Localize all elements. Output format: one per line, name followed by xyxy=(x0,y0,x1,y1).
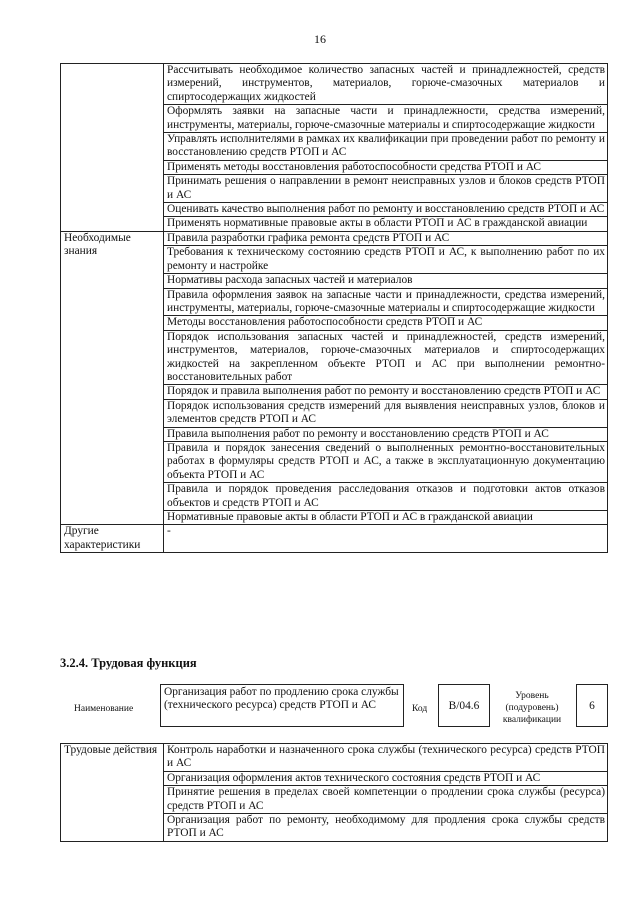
skill-item: Рассчитывать необходимое количество запасных частей и принадлежностей, средств измерений, инструментов, материалов, горюче-смазочных материалов и спиртосодержащих жидкостей xyxy=(164,64,608,105)
action-item: Контроль наработки и назначенного срока службы (технического ресурса) средств РТОП и АС xyxy=(164,744,608,772)
knowledge-item: Правила выполнения работ по ремонту и восстановлению средств РТОП и АС xyxy=(164,427,608,441)
actions-table xyxy=(60,743,608,842)
knowledge-item: Порядок и правила выполнения работ по ремонту и восстановлению средств РТОП и АС xyxy=(164,385,608,399)
actions-label: Трудовые действия xyxy=(61,744,164,842)
table-row xyxy=(61,231,608,245)
action-item: Принятие решения в пределах своей компетенции о продлении срока службы (ресурса) средств РТОП и АС xyxy=(164,786,608,814)
knowledge-item: Требования к техническому состоянию средств РТОП и АС, к выполнению работ по их ремонту и настройке xyxy=(164,246,608,274)
knowledge-item: Правила и порядок занесения сведений о выполненных ремонтно-восстановительных работах в формуляры средств РТОП и АС, а также в эксплуатационную документацию объекта РТОП и АС xyxy=(164,441,608,482)
skill-item: Принимать решения о направлении в ремонт неисправных узлов и блоков средств РТОП и АС xyxy=(164,175,608,203)
knowledge-item: Нормативные правовые акты в области РТОП и АС в гражданской авиации xyxy=(164,511,608,525)
function-code: B/04.6 xyxy=(438,684,490,727)
table-row xyxy=(61,744,608,772)
name-label: Наименование xyxy=(74,704,134,714)
action-item: Организация работ по ремонту, необходимому для продления срока службы средств РТОП и АС xyxy=(164,814,608,842)
page-number: 16 xyxy=(314,32,326,46)
skill-item: Применять нормативные правовые акты в области РТОП и АС в гражданской авиации xyxy=(164,217,608,231)
knowledge-item: Порядок использования средств измерений для выявления неисправных узлов, блоков и элементов средств РТОП и АС xyxy=(164,399,608,427)
knowledge-item: Методы восстановления работоспособности средств РТОП и АС xyxy=(164,316,608,330)
other-value: - xyxy=(164,525,608,553)
table-row xyxy=(61,525,608,553)
requirements-table xyxy=(60,63,608,553)
code-label: Код xyxy=(412,704,428,714)
knowledge-item: Правила и порядок проведения расследования отказов и подготовки актов отказов объектов и средств РТОП и АС xyxy=(164,483,608,511)
function-header xyxy=(60,684,608,728)
skill-item: Применять методы восстановления работоспособности средства РТОП и АС xyxy=(164,160,608,174)
other-label: Другие характеристики xyxy=(61,525,164,553)
qualification-level: 6 xyxy=(576,684,608,727)
knowledge-item: Нормативы расхода запасных частей и материалов xyxy=(164,274,608,288)
knowledge-item: Порядок использования запасных частей и принадлежностей, средств измерений, инструментов, материалов, горюче-смазочных материалов и спиртосодержащих жидкостей на закрепленном объекте РТОП и АС при выполнении ремонтно-восстановительных работ xyxy=(164,330,608,385)
skill-item: Оформлять заявки на запасные части и принадлежности, средства измерений, инструменты, материалы, горюче-смазочные материалы и спиртосодержащие жидкости xyxy=(164,105,608,133)
knowledge-item: Правила оформления заявок на запасные части и принадлежности, средства измерений, инструменты, материалы, горюче-смазочные материалы и спиртосодержащие жидкости xyxy=(164,288,608,316)
table-row xyxy=(61,64,608,105)
level-label: Уровень (подуровень) квалификации xyxy=(502,691,562,725)
knowledge-label: Необходимые знания xyxy=(61,231,164,525)
skill-item: Управлять исполнителями в рамках их квалификации при проведении работ по ремонту и восстановлению средств РТОП и АС xyxy=(164,133,608,161)
action-item: Организация оформления актов технического состояния средств РТОП и АС xyxy=(164,771,608,785)
skills-label-cell xyxy=(61,64,164,232)
knowledge-item: Правила разработки графика ремонта средств РТОП и АС xyxy=(164,231,608,245)
section-title: 3.2.4. Трудовая функция xyxy=(60,656,197,670)
function-name: Организация работ по продлению срока службы (технического ресурса) средств РТОП и АС xyxy=(160,684,404,727)
skill-item: Оценивать качество выполнения работ по ремонту и восстановлению средств РТОП и АС xyxy=(164,203,608,217)
